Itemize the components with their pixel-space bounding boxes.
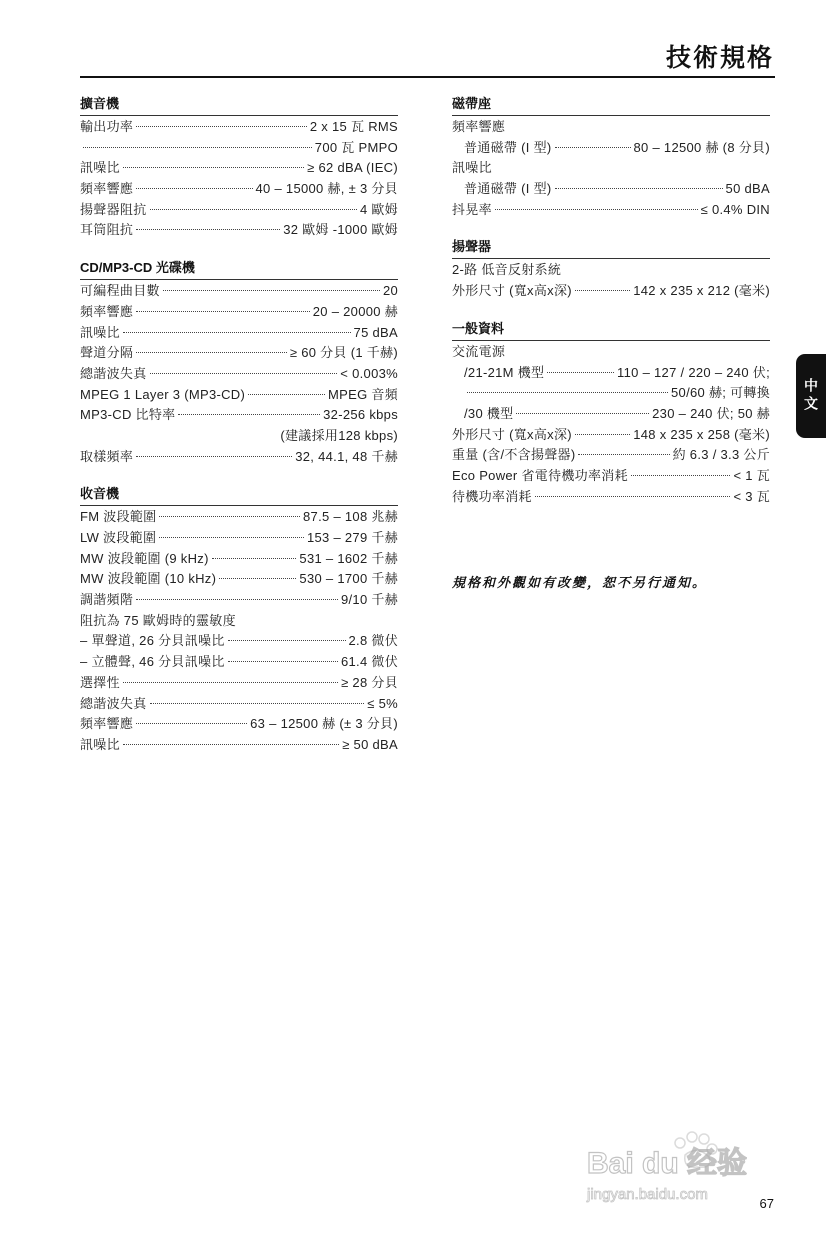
spec-row [80, 385, 398, 406]
spec-value: 32, 44.1, 48 千赫 [295, 448, 398, 464]
dot-leader [555, 188, 723, 189]
spec-label: 訊噪比 [80, 324, 120, 340]
spec-row [80, 364, 398, 385]
spec-value: 80 – 12500 赫 (8 分貝) [633, 139, 770, 155]
dot-leader [575, 434, 630, 435]
spec-row [80, 220, 398, 241]
spec-row [80, 569, 398, 590]
spec-value: 63 – 12500 赫 (± 3 分貝) [250, 716, 398, 732]
page-number: 67 [759, 1196, 774, 1211]
spec-value: 50 dBA [725, 181, 770, 197]
spec-row [452, 363, 770, 384]
spec-row [80, 549, 398, 570]
spec-row [80, 138, 398, 159]
spec-value: ≥ 60 分貝 (1 千赫) [289, 345, 398, 361]
spec-row [452, 281, 770, 302]
watermark-url: jingyan.baidu.com [587, 1186, 708, 1203]
spec-value: 2 x 15 瓦 RMS [309, 119, 398, 134]
spec-label: 調諧頻階 [80, 592, 134, 608]
spec-label: MP3-CD 比特率 [80, 407, 176, 423]
spec-row [452, 200, 770, 221]
spec-row [80, 590, 398, 611]
spec-label: – 單聲道, 26 分貝訊噪比 [80, 633, 225, 649]
dot-leader [516, 413, 649, 414]
dot-leader [136, 229, 280, 230]
spec-row [80, 200, 398, 221]
spec-label: 總諧波失真 [80, 695, 147, 711]
spec-value: 153 – 279 千赫 [306, 530, 398, 545]
spec-value: 531 – 1602 千赫 [299, 550, 398, 566]
spec-row [80, 158, 398, 179]
spec-row [452, 383, 770, 404]
spec-label: 重量 (含/不含揚聲器) [452, 447, 576, 463]
language-tab-label: 中文 [803, 378, 819, 414]
spec-label: MW 波段範圍 (9 kHz) [80, 550, 209, 566]
spec-label: 普通磁帶 (I 型) [464, 139, 552, 155]
spec-value: 4 歐姆 [359, 201, 398, 217]
dot-leader [136, 599, 338, 600]
dot-leader [83, 147, 312, 148]
page-title: 技術規格 [665, 44, 774, 72]
dot-leader [136, 188, 252, 189]
spec-row [80, 323, 398, 344]
spec-label: 阻抗為 75 歐姆時的靈敏度 [80, 612, 236, 628]
spec-label: 選擇性 [80, 674, 120, 690]
spec-label: 總諧波失真 [80, 365, 147, 381]
spec-label: /21-21M 機型 [464, 364, 545, 380]
spec-row [80, 179, 398, 200]
spec-row [452, 404, 770, 425]
spec-row [452, 260, 770, 281]
left-column [80, 94, 398, 773]
spec-label: 訊噪比 [452, 160, 492, 176]
dot-leader [467, 392, 668, 393]
spec-value: 61.4 微伏 [340, 654, 398, 670]
spec-value: 230 – 240 伏; 50 赫 [652, 405, 770, 421]
spec-value: 20 [382, 283, 398, 299]
dot-leader [219, 578, 296, 579]
spec-label: 頻率響應 [80, 303, 134, 319]
dot-leader [136, 311, 310, 312]
spec-section [452, 94, 770, 220]
spec-row [80, 507, 398, 528]
dot-leader [555, 147, 631, 148]
spec-value: 87.5 – 108 兆赫 [303, 509, 398, 525]
dot-leader [228, 640, 346, 641]
spec-label: 可編程曲目數 [80, 283, 160, 299]
spec-row [452, 158, 770, 179]
spec-section [80, 258, 398, 467]
spec-row [452, 342, 770, 363]
spec-value: 50/60 赫; 可轉換 [671, 385, 770, 401]
spec-row [80, 611, 398, 632]
spec-label: Eco Power 省電待機功率消耗 [452, 467, 628, 483]
baidu-jingyan-watermark [585, 1125, 775, 1205]
spec-value: 40 – 15000 赫, ± 3 分貝 [255, 181, 398, 197]
dot-leader [248, 394, 325, 395]
spec-label: 耳筒阻抗 [80, 222, 134, 238]
spec-value: 9/10 千赫 [340, 592, 398, 608]
spec-value: 142 x 235 x 212 (毫米) [633, 283, 770, 299]
dot-leader [212, 558, 297, 559]
spec-value: 110 – 127 / 220 – 240 伏; [617, 364, 770, 380]
spec-row [80, 652, 398, 673]
dot-leader [575, 290, 630, 291]
spec-label: 交流電源 [452, 343, 506, 359]
spec-label: FM 波段範圍 [80, 509, 157, 525]
spec-label: 取樣頻率 [80, 448, 134, 464]
dot-leader [136, 723, 247, 724]
right-column [452, 94, 770, 524]
section-heading: 磁帶座 [452, 94, 770, 116]
spec-label: 外形尺寸 (寬x高x深) [452, 283, 572, 299]
spec-row [452, 445, 770, 466]
spec-label: 待機功率消耗 [452, 488, 532, 504]
spec-label: 外形尺寸 (寬x高x深) [452, 426, 572, 442]
spec-label: MW 波段範圍 (10 kHz) [80, 571, 217, 587]
spec-row [80, 426, 398, 447]
spec-row [80, 528, 398, 549]
dot-leader [163, 290, 380, 291]
dot-leader [178, 414, 320, 415]
spec-row [80, 714, 398, 735]
dot-leader [136, 456, 292, 457]
spec-label: 頻率響應 [80, 181, 134, 197]
section-heading: 一般資料 [452, 319, 770, 341]
spec-value: ≥ 62 dBA (IEC) [307, 160, 398, 176]
dot-leader [535, 496, 731, 497]
spec-label: 輸出功率 [80, 119, 134, 134]
spec-label: MPEG 1 Layer 3 (MP3-CD) [80, 386, 246, 402]
dot-leader [578, 454, 669, 455]
spec-value: 148 x 235 x 258 (毫米) [633, 426, 770, 442]
spec-value: 32 歐姆 -1000 歐姆 [283, 222, 398, 238]
spec-row [80, 673, 398, 694]
spec-row [80, 631, 398, 652]
dot-leader [495, 209, 698, 210]
spec-value: 700 瓦 PMPO [314, 139, 398, 155]
spec-section [80, 484, 398, 755]
spec-value: ≥ 50 dBA [342, 736, 398, 752]
spec-row [80, 117, 398, 138]
spec-section [80, 94, 398, 241]
dot-leader [631, 475, 731, 476]
dot-leader [150, 209, 357, 210]
spec-label: LW 波段範圍 [80, 530, 157, 545]
dot-leader [123, 682, 338, 683]
spec-value: 32-256 kbps [323, 407, 398, 423]
spec-value: < 0.003% [340, 365, 398, 381]
spec-label: 2-路 低音反射系統 [452, 262, 562, 278]
spec-value: 2.8 微伏 [348, 633, 398, 649]
spec-value: 20 – 20000 赫 [312, 303, 398, 319]
watermark-text: Bai du 经验 [587, 1147, 748, 1180]
section-heading: 揚聲器 [452, 237, 770, 259]
section-heading: CD/MP3-CD 光碟機 [80, 258, 398, 280]
spec-value: 約 6.3 / 3.3 公斤 [672, 447, 770, 463]
dot-leader [547, 372, 614, 373]
spec-label: 聲道分隔 [80, 345, 134, 361]
dot-leader [136, 352, 287, 353]
spec-label: 頻率響應 [80, 716, 134, 732]
spec-row [452, 425, 770, 446]
spec-label: 訊噪比 [80, 736, 120, 752]
spec-row [80, 405, 398, 426]
spec-value: ≤ 0.4% DIN [700, 201, 770, 217]
spec-value: < 1 瓦 [733, 467, 770, 483]
specification-notice: 規格和外觀如有改變，恕不另行通知。 [452, 575, 708, 590]
spec-value: 75 dBA [353, 324, 398, 340]
dot-leader [136, 126, 307, 127]
spec-row [80, 281, 398, 302]
spec-label: 揚聲器阻抗 [80, 201, 147, 217]
spec-row [80, 694, 398, 715]
dot-leader [159, 516, 300, 517]
spec-label: – 立體聲, 46 分貝訊噪比 [80, 654, 225, 670]
spec-row [80, 343, 398, 364]
spec-label: 訊噪比 [80, 160, 120, 176]
dot-leader [123, 744, 339, 745]
spec-row [452, 117, 770, 138]
spec-value: < 3 瓦 [733, 488, 770, 504]
spec-value: MPEG 音頻 [328, 386, 398, 402]
spec-row [452, 466, 770, 487]
spec-row [452, 487, 770, 508]
spec-label: 抖晃率 [452, 201, 492, 217]
spec-row [80, 447, 398, 468]
language-tab[interactable] [796, 354, 826, 438]
spec-value: ≥ 28 分貝 [341, 674, 398, 690]
spec-label: 普通磁帶 (I 型) [464, 181, 552, 197]
section-heading: 擴音機 [80, 94, 398, 116]
title-divider [80, 76, 775, 78]
spec-label: (建議採用128 kbps) [280, 427, 398, 443]
dot-leader [150, 373, 338, 374]
spec-value: ≤ 5% [367, 695, 398, 711]
spec-row [452, 138, 770, 159]
dot-leader [123, 167, 304, 168]
spec-label: /30 機型 [464, 405, 514, 421]
dot-leader [150, 703, 365, 704]
dot-leader [159, 537, 304, 538]
spec-section [452, 237, 770, 301]
spec-value: 530 – 1700 千赫 [299, 571, 398, 587]
spec-row [80, 302, 398, 323]
spec-row [452, 179, 770, 200]
dot-leader [123, 332, 351, 333]
spec-row [80, 735, 398, 756]
spec-label: 頻率響應 [452, 119, 506, 134]
spec-section [452, 319, 770, 508]
dot-leader [228, 661, 338, 662]
section-heading: 收音機 [80, 484, 398, 506]
